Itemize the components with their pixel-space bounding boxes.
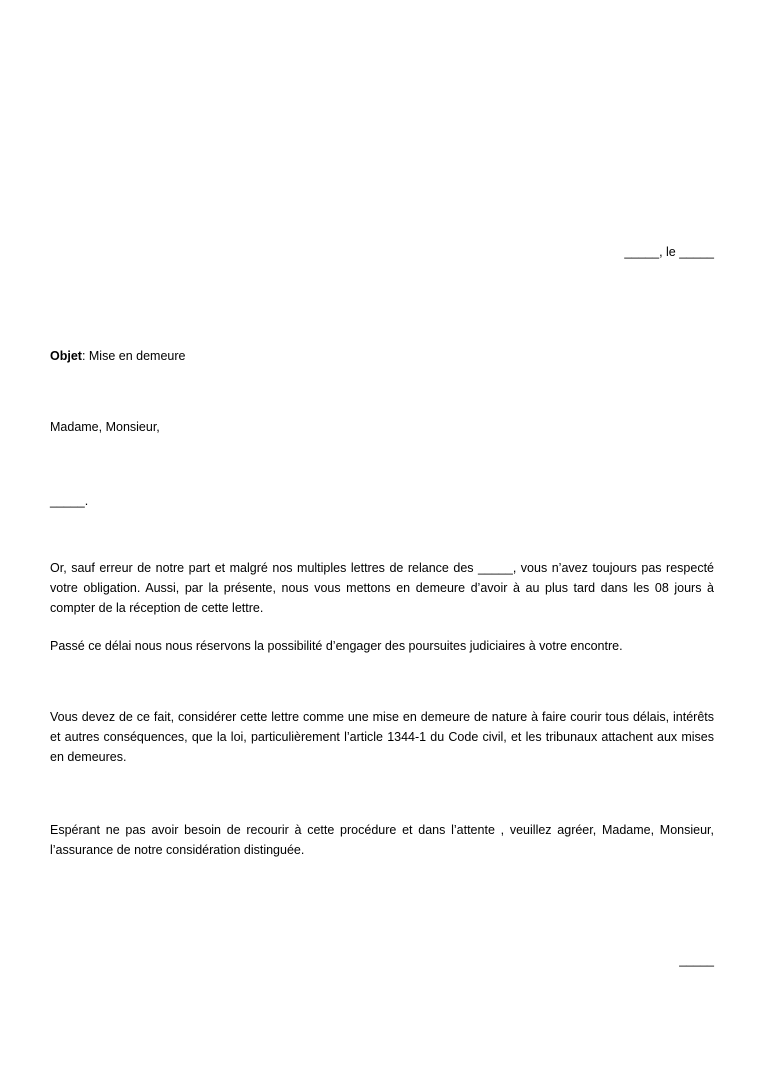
date-line: _____, le _____ [624, 245, 714, 259]
paragraph-relance: Or, sauf erreur de notre part et malgré nos multiples lettres de relance des _____, vous n’avez toujours pas respecté votre obligation. Aussi, par la présente, nous vous mettons en demeure d’avoir à au plus tard dans les 08 jours à compter de la réception de cette lettre. [50, 561, 714, 615]
paragraph-consequences: Vous devez de ce fait, considérer cette lettre comme une mise en demeure de nature à faire courir tous délais, intérêts et autres conséquences, que la loi, particulièrement l’article 1344-1 du Code civil, et les tribunaux attachent aux mises en demeures. [50, 710, 714, 764]
subject-label: Objet [50, 349, 82, 363]
paragraph-closing: Espérant ne pas avoir besoin de recourir à cette procédure et dans l’attente , veuillez agréer, Madame, Monsieur, l’assurance de notre considération distinguée. [50, 823, 714, 857]
salutation: Madame, Monsieur, [50, 420, 160, 434]
subject-line [50, 346, 714, 366]
paragraph-poursuites: Passé ce délai nous nous réservons la possibilité d’engager des poursuites judiciaires à votre encontre. [50, 639, 623, 653]
subject-value: : Mise en demeure [81, 349, 186, 363]
signature-line: _____ [679, 953, 714, 967]
placeholder-line: _____. [50, 494, 89, 508]
